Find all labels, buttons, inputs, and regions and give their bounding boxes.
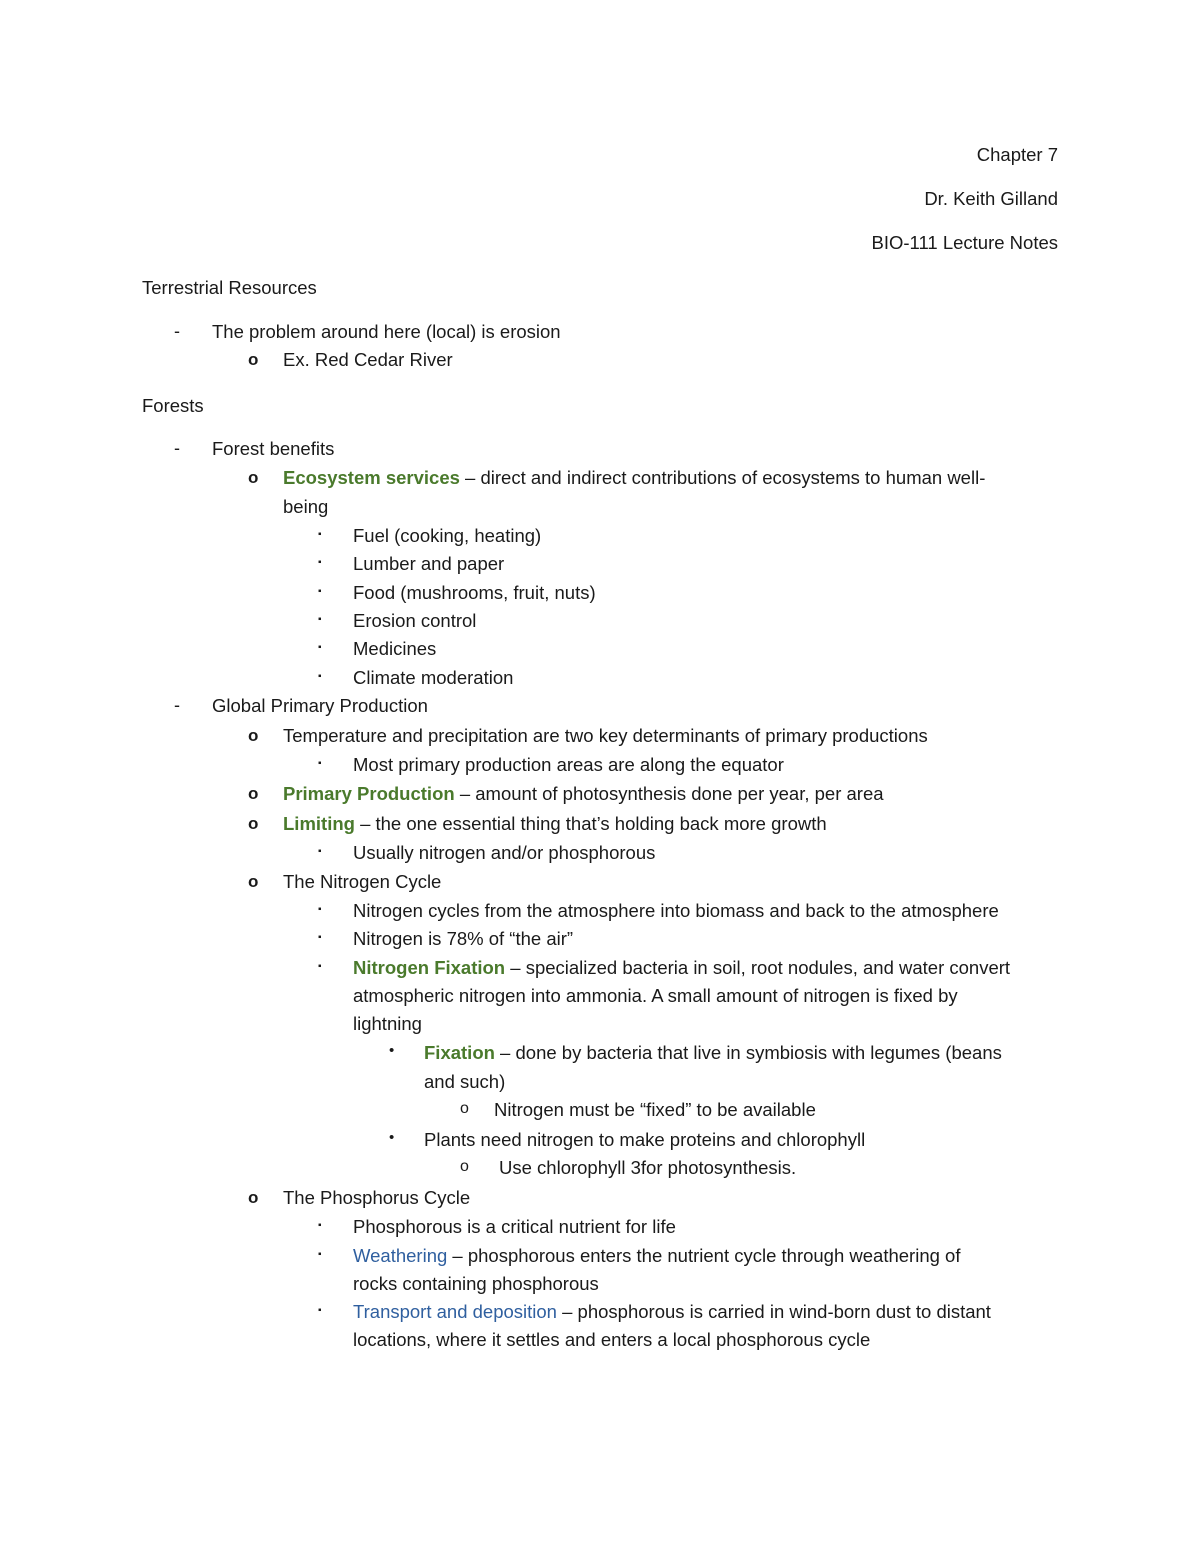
list-item: Nitrogen must be “fixed” to be available <box>494 1099 816 1120</box>
definition-text: – phosphorous is carried in wind-born dust to distant <box>556 1301 991 1322</box>
definition-continuation: and such) <box>424 1071 506 1092</box>
dash-marker: - <box>174 438 180 458</box>
definition-text: – the one essential thing that’s holding back more growth <box>354 813 827 834</box>
circle-marker: o <box>248 784 259 803</box>
square-bullet: ▪ <box>318 671 322 682</box>
definition-limiting <box>283 813 827 835</box>
square-bullet: ▪ <box>318 529 322 540</box>
author-name: Dr. Keith Gilland <box>924 188 1058 209</box>
definition-continuation: lightning <box>353 1013 422 1034</box>
square-bullet: ▪ <box>318 961 322 972</box>
square-bullet: ▪ <box>318 614 322 625</box>
circle-marker: o <box>248 350 259 369</box>
circle-marker: o <box>248 1188 259 1207</box>
list-item: Climate moderation <box>353 667 514 688</box>
term-weathering: Weathering <box>353 1245 448 1266</box>
subheading-phosphorus-cycle: The Phosphorus Cycle <box>283 1187 471 1208</box>
circle-marker: o <box>248 468 259 487</box>
round-bullet: • <box>389 1042 395 1059</box>
definition-text: – amount of photosynthesis done per year, per area <box>454 783 884 804</box>
definition-text: – done by bacteria that live in symbiosis with legumes (beans <box>494 1042 1002 1063</box>
definition-text: – direct and indirect contributions of ecosystems to human well- <box>459 467 986 488</box>
term-limiting: Limiting <box>283 813 355 834</box>
dash-marker: - <box>174 321 180 341</box>
square-bullet: ▪ <box>318 932 322 943</box>
definition-text: – specialized bacteria in soil, root nodules, and water convert <box>505 957 1011 978</box>
square-bullet: ▪ <box>318 1220 322 1231</box>
definition-continuation: rocks containing phosphorous <box>353 1273 599 1294</box>
definition-transport <box>353 1301 991 1323</box>
dash-marker: - <box>174 695 180 715</box>
list-item: Temperature and precipitation are two key determinants of primary productions <box>283 725 928 746</box>
definition-nitrogen-fixation <box>353 957 1010 979</box>
list-item: Most primary production areas are along the equator <box>353 754 784 775</box>
round-bullet: • <box>389 1129 395 1146</box>
definition-fixation <box>424 1042 1002 1064</box>
chapter-title: Chapter 7 <box>976 144 1058 165</box>
section-heading-terrestrial: Terrestrial Resources <box>142 277 317 298</box>
circle-marker: o <box>460 1158 469 1175</box>
list-item: Fuel (cooking, heating) <box>353 525 542 546</box>
list-item: Usually nitrogen and/or phosphorous <box>353 842 656 863</box>
subheading-nitrogen-cycle: The Nitrogen Cycle <box>283 871 442 892</box>
definition-continuation: atmospheric nitrogen into ammonia. A small amount of nitrogen is fixed by <box>353 985 958 1006</box>
list-item: Global Primary Production <box>212 695 428 716</box>
square-bullet: ▪ <box>318 758 322 769</box>
section-heading-forests: Forests <box>142 395 204 416</box>
list-item: Nitrogen cycles from the atmosphere into biomass and back to the atmosphere <box>353 900 999 921</box>
square-bullet: ▪ <box>318 586 322 597</box>
term-transport-deposition: Transport and deposition <box>353 1301 557 1322</box>
term-primary-production: Primary Production <box>283 783 455 804</box>
square-bullet: ▪ <box>318 1249 322 1260</box>
list-item: Nitrogen is 78% of “the air” <box>353 928 574 949</box>
definition-continuation: being <box>283 496 329 517</box>
list-item: The problem around here (local) is erosion <box>212 321 561 342</box>
circle-marker: o <box>248 726 259 745</box>
definition-primary-production <box>283 783 884 805</box>
circle-marker: o <box>248 814 259 833</box>
square-bullet: ▪ <box>318 642 322 653</box>
definition-continuation: locations, where it settles and enters a local phosphorous cycle <box>353 1329 871 1350</box>
term-nitrogen-fixation: Nitrogen Fixation <box>353 957 506 978</box>
term-fixation: Fixation <box>424 1042 495 1063</box>
definition-ecosystem-services <box>283 467 985 489</box>
course-title: BIO-111 Lecture Notes <box>871 232 1058 253</box>
list-item: Erosion control <box>353 610 477 631</box>
circle-marker: o <box>248 872 259 891</box>
square-bullet: ▪ <box>318 557 322 568</box>
list-item: Phosphorous is a critical nutrient for life <box>353 1216 676 1237</box>
list-item: Medicines <box>353 638 437 659</box>
list-item: Use chlorophyll 3for photosynthesis. <box>499 1157 797 1178</box>
square-bullet: ▪ <box>318 1305 322 1316</box>
list-item: Forest benefits <box>212 438 335 459</box>
definition-weathering <box>353 1245 960 1267</box>
list-item: Food (mushrooms, fruit, nuts) <box>353 582 596 603</box>
square-bullet: ▪ <box>318 846 322 857</box>
term-ecosystem-services: Ecosystem services <box>283 467 460 488</box>
list-item: Lumber and paper <box>353 553 505 574</box>
list-item: Plants need nitrogen to make proteins and chlorophyll <box>424 1129 866 1150</box>
list-item: Ex. Red Cedar River <box>283 349 453 370</box>
definition-text: – phosphorous enters the nutrient cycle through weathering of <box>447 1245 961 1266</box>
circle-marker: o <box>460 1100 469 1117</box>
square-bullet: ▪ <box>318 904 322 915</box>
